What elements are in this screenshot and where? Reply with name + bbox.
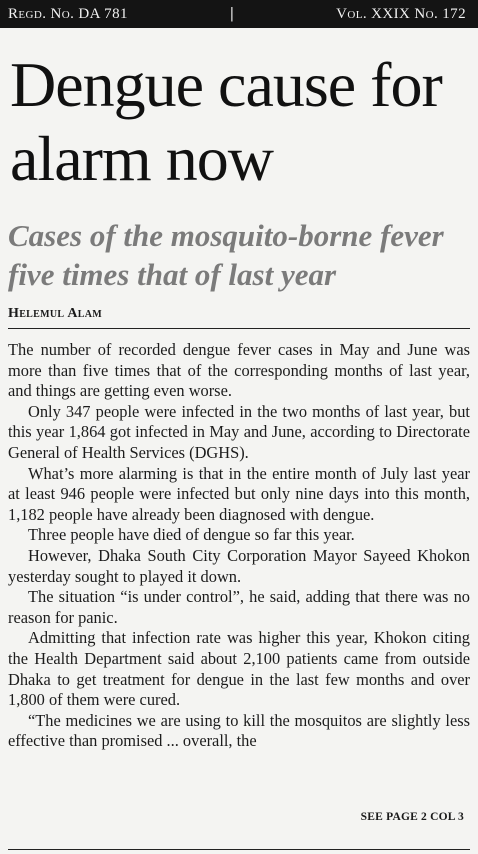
headline: Dengue cause for alarm now — [10, 49, 442, 194]
article-paragraph: Admitting that infection rate was higher this year, Khokon citing the Health Department said about 2,100 patients came from outside Dhaka to get treatment for dengue in the last few months and over 1,800 of them were cured. — [8, 628, 470, 710]
byline-divider — [8, 328, 470, 329]
masthead-bar — [0, 0, 478, 28]
article-paragraph: However, Dhaka South City Corporation Mayor Sayeed Khokon yesterday sought to played it down. — [8, 545, 470, 586]
registration-number: Regd. No. DA 781 — [8, 5, 128, 22]
byline: Helemul Alam — [8, 306, 102, 321]
bottom-divider — [8, 849, 470, 850]
article-paragraph: Three people have died of dengue so far this year. — [28, 525, 355, 545]
article-paragraph: The situation “is under control”, he said, adding that there was no reason for panic. — [8, 587, 470, 627]
article-paragraph: The number of recorded dengue fever cases in May and June was more than five times that of the corresponding months of last year, and things are getting even worse. — [8, 340, 470, 401]
continuation-reference[interactable]: SEE PAGE 2 COL 3 — [360, 811, 464, 823]
subheadline: Cases of the mosquito-borne fever five times that of last year — [8, 218, 444, 292]
article-paragraph: Only 347 people were infected in the two months of last year, but this year 1,864 got infected in May and June, according to Directorate General of Health Services (DGHS). — [8, 401, 470, 462]
article-paragraph: What’s more alarming is that in the entire month of July last year at least 946 people were infected but only nine days into this month, 1,182 people have already been diagnosed with dengue. — [8, 463, 470, 524]
volume-number: Vol. XXIX No. 172 — [336, 5, 466, 22]
article-body — [8, 340, 470, 752]
masthead-separator: | — [230, 5, 234, 22]
article-paragraph: “The medicines we are using to kill the mosquitos are slightly less effective than promised ... overall, the — [8, 710, 470, 751]
